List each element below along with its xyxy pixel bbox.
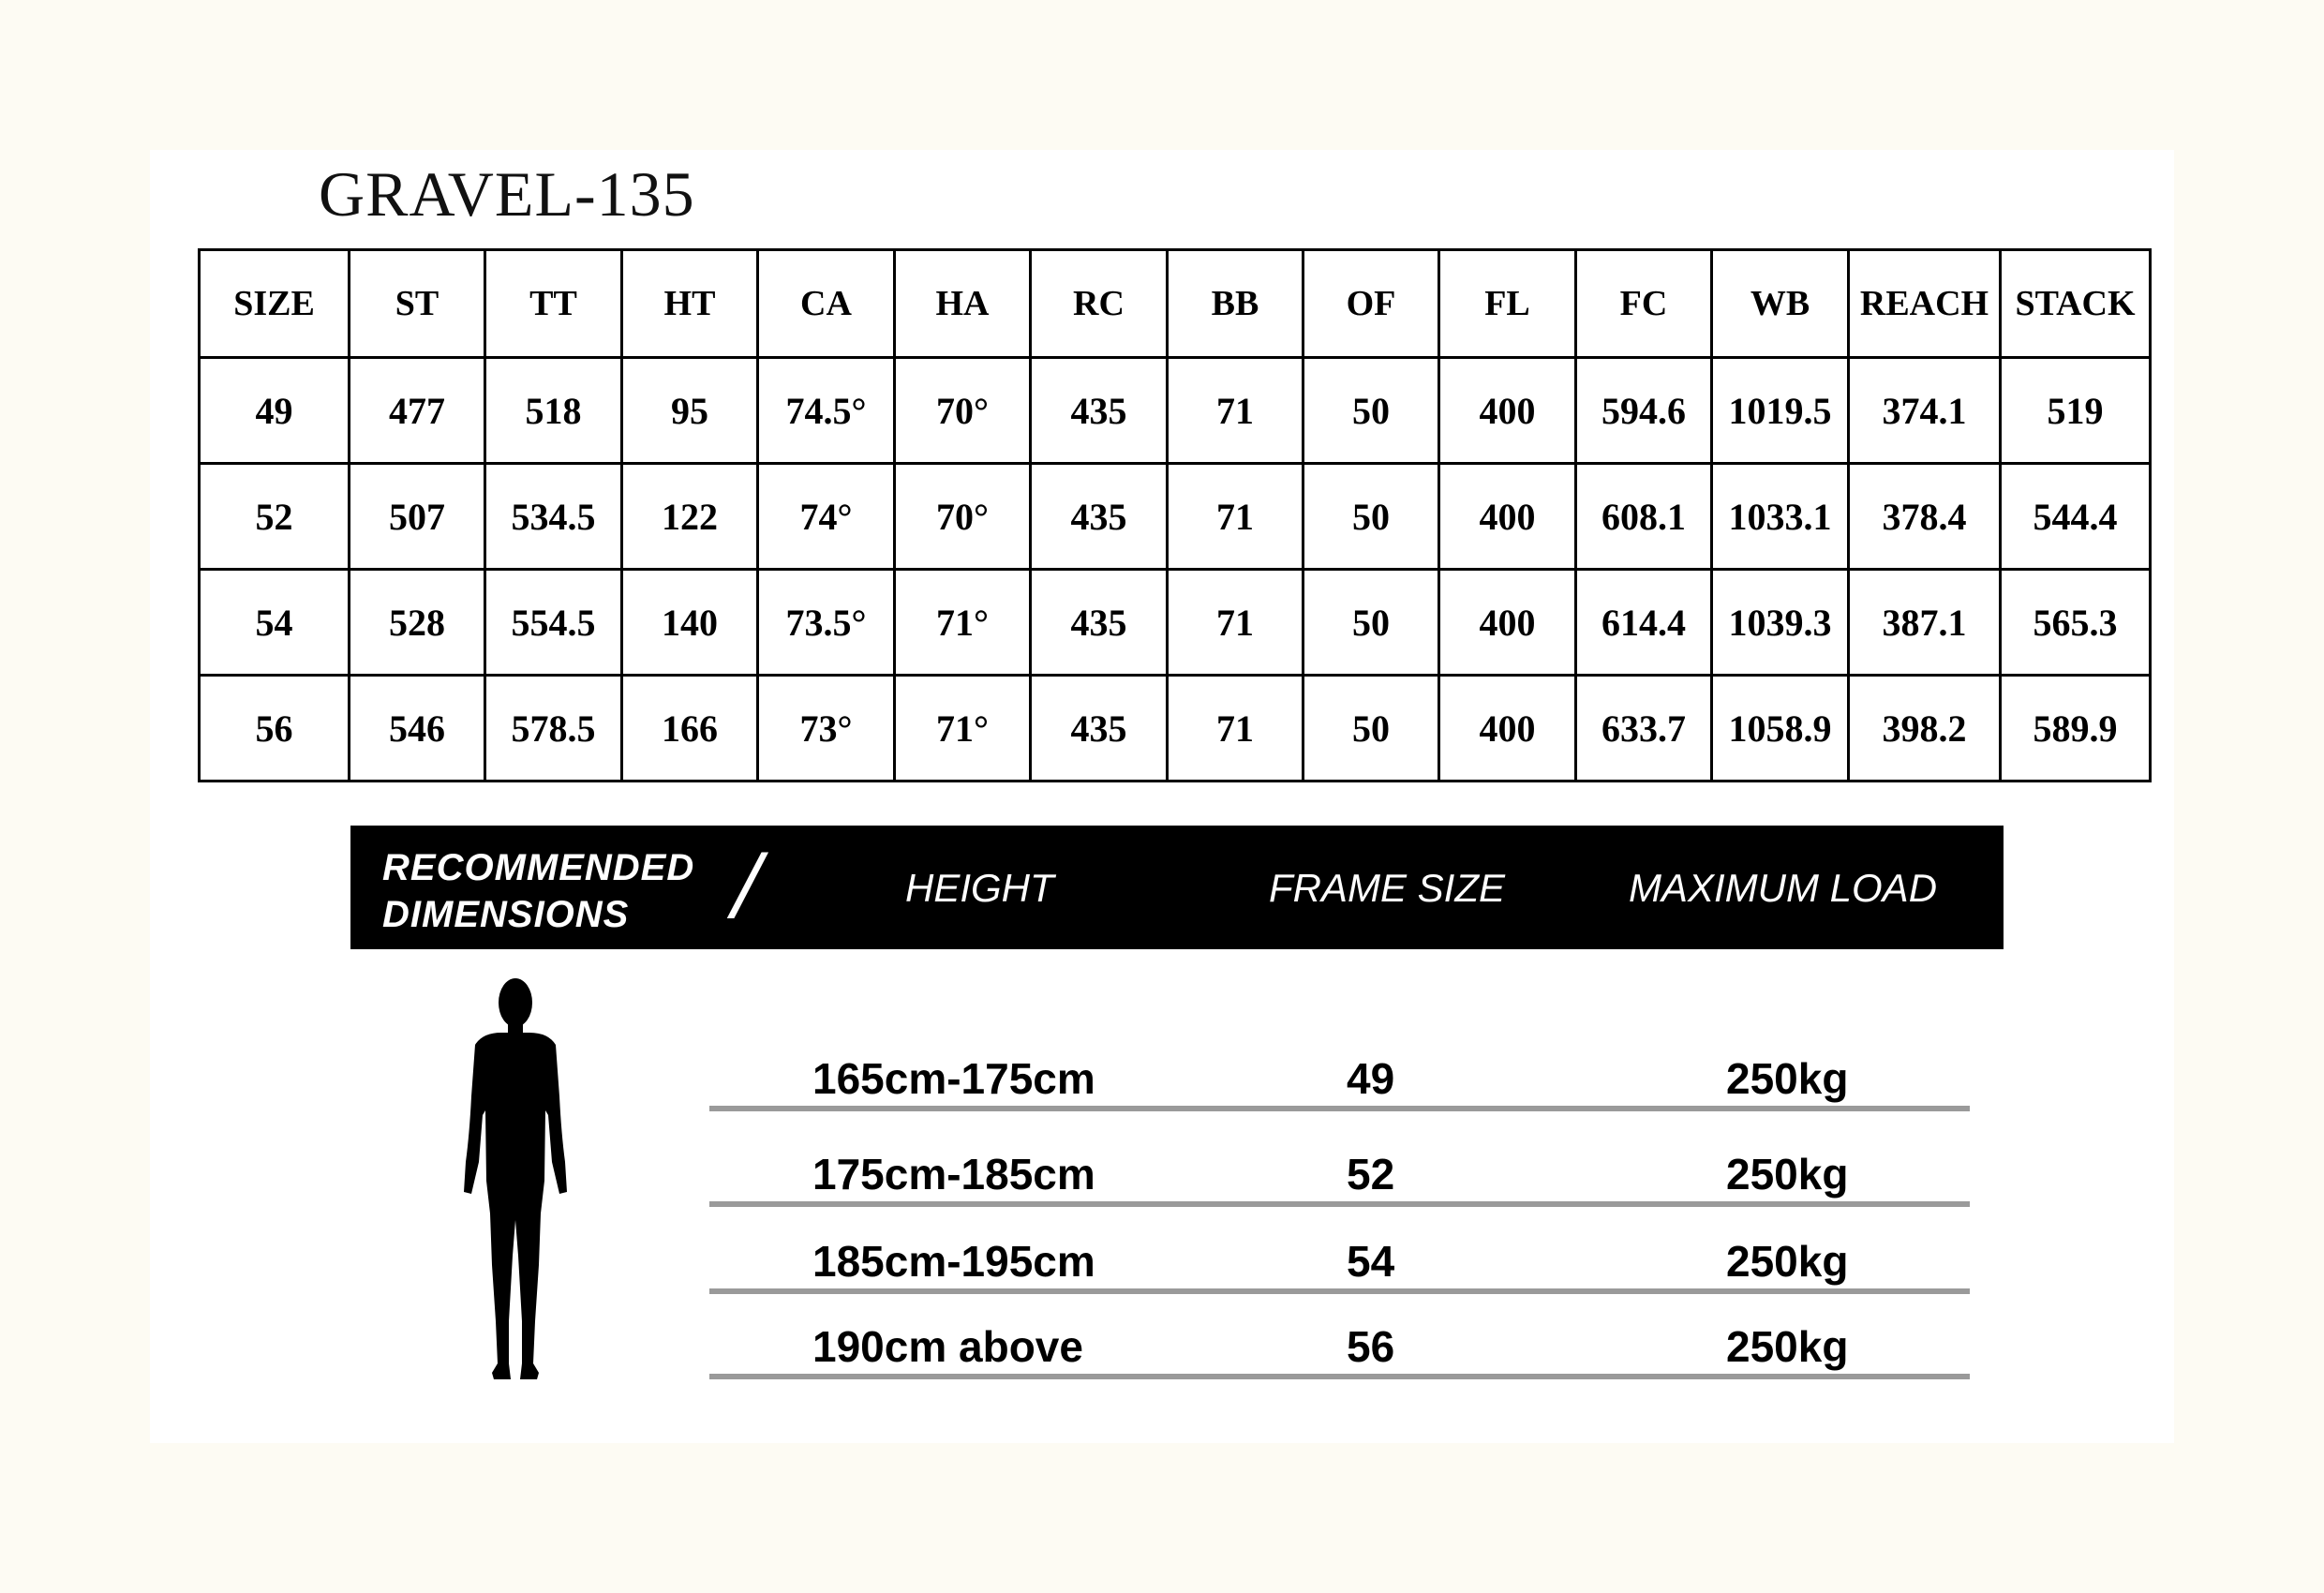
table-cell: 435: [1031, 358, 1168, 464]
table-cell: 122: [622, 464, 758, 570]
table-row: [200, 676, 2151, 782]
table-cell: 565.3: [2001, 570, 2151, 676]
table-cell: 435: [1031, 464, 1168, 570]
geometry-table: [198, 248, 2152, 782]
table-cell: 546: [350, 676, 485, 782]
header-tt: TT: [485, 250, 622, 358]
recommendation-height: 185cm-195cm: [812, 1237, 1095, 1286]
table-cell: 589.9: [2001, 676, 2151, 782]
recommended-dimensions-banner: [350, 826, 2004, 949]
header-of: OF: [1304, 250, 1439, 358]
table-cell: 374.1: [1849, 358, 2001, 464]
table-cell: 1058.9: [1712, 676, 1849, 782]
header-ha: HA: [895, 250, 1031, 358]
table-cell: 54: [200, 570, 350, 676]
table-cell: 435: [1031, 676, 1168, 782]
header-stack: STACK: [2001, 250, 2151, 358]
table-cell: 52: [200, 464, 350, 570]
table-cell: 1039.3: [1712, 570, 1849, 676]
header-bb: BB: [1168, 250, 1304, 358]
recommendation-row: [709, 1299, 1970, 1379]
table-cell: 56: [200, 676, 350, 782]
table-cell: 1019.5: [1712, 358, 1849, 464]
human-silhouette-icon: [454, 975, 576, 1387]
recommendation-load: 250kg: [1726, 1150, 1849, 1198]
table-cell: 507: [350, 464, 485, 570]
table-cell: 70°: [895, 358, 1031, 464]
recommendation-load: 250kg: [1726, 1054, 1849, 1103]
banner-slash: /: [722, 837, 773, 937]
table-cell: 400: [1439, 464, 1576, 570]
header-rc: RC: [1031, 250, 1168, 358]
table-cell: 633.7: [1576, 676, 1712, 782]
table-cell: 70°: [895, 464, 1031, 570]
table-cell: 166: [622, 676, 758, 782]
banner-title: [382, 844, 694, 938]
recommendation-frame: 54: [1347, 1237, 1395, 1286]
header-fl: FL: [1439, 250, 1576, 358]
recommendation-row: [709, 1213, 1970, 1294]
table-cell: 614.4: [1576, 570, 1712, 676]
table-cell: 50: [1304, 676, 1439, 782]
table-cell: 140: [622, 570, 758, 676]
table-cell: 1033.1: [1712, 464, 1849, 570]
table-cell: 400: [1439, 358, 1576, 464]
recommendation-load: 250kg: [1726, 1237, 1849, 1286]
table-cell: 73.5°: [758, 570, 895, 676]
table-cell: 71: [1168, 570, 1304, 676]
recommendation-frame: 49: [1347, 1054, 1395, 1103]
table-cell: 50: [1304, 358, 1439, 464]
column-header-height: HEIGHT: [905, 866, 1054, 910]
table-cell: 50: [1304, 570, 1439, 676]
column-header-max-load: MAXIMUM LOAD: [1629, 866, 1938, 910]
table-cell: 398.2: [1849, 676, 2001, 782]
table-cell: 554.5: [485, 570, 622, 676]
header-wb: WB: [1712, 250, 1849, 358]
table-cell: 578.5: [485, 676, 622, 782]
table-cell: 71: [1168, 676, 1304, 782]
recommendation-row: [709, 1031, 1970, 1111]
table-cell: 387.1: [1849, 570, 2001, 676]
recommendation-height: 190cm above: [812, 1322, 1083, 1371]
table-cell: 73°: [758, 676, 895, 782]
table-cell: 71°: [895, 676, 1031, 782]
recommendation-height: 175cm-185cm: [812, 1150, 1095, 1198]
banner-title-line1: RECOMMENDED: [382, 847, 695, 888]
table-cell: 50: [1304, 464, 1439, 570]
table-cell: 518: [485, 358, 622, 464]
table-cell: 71°: [895, 570, 1031, 676]
table-cell: 544.4: [2001, 464, 2151, 570]
table-cell: 74.5°: [758, 358, 895, 464]
table-cell: 528: [350, 570, 485, 676]
table-cell: 378.4: [1849, 464, 2001, 570]
table-cell: 400: [1439, 676, 1576, 782]
table-row: [200, 570, 2151, 676]
header-st: ST: [350, 250, 485, 358]
table-cell: 534.5: [485, 464, 622, 570]
table-cell: 477: [350, 358, 485, 464]
table-header-row: [200, 250, 2151, 358]
header-ht: HT: [622, 250, 758, 358]
recommendation-frame: 52: [1347, 1150, 1395, 1198]
header-reach: REACH: [1849, 250, 2001, 358]
header-ca: CA: [758, 250, 895, 358]
header-size: SIZE: [200, 250, 350, 358]
recommendation-frame: 56: [1347, 1322, 1395, 1371]
table-row: [200, 358, 2151, 464]
table-cell: 519: [2001, 358, 2151, 464]
banner-title-line2: DIMENSIONS: [382, 894, 630, 935]
table-cell: 594.6: [1576, 358, 1712, 464]
table-cell: 74°: [758, 464, 895, 570]
table-cell: 95: [622, 358, 758, 464]
column-header-frame-size: FRAME SIZE: [1269, 866, 1506, 910]
recommendation-row: [709, 1126, 1970, 1207]
table-row: [200, 464, 2151, 570]
recommendation-height: 165cm-175cm: [812, 1054, 1095, 1103]
table-cell: 49: [200, 358, 350, 464]
table-cell: 400: [1439, 570, 1576, 676]
table-cell: 608.1: [1576, 464, 1712, 570]
model-title: GRAVEL-135: [319, 158, 695, 230]
header-fc: FC: [1576, 250, 1712, 358]
table-cell: 435: [1031, 570, 1168, 676]
recommendation-load: 250kg: [1726, 1322, 1849, 1371]
table-cell: 71: [1168, 358, 1304, 464]
table-cell: 71: [1168, 464, 1304, 570]
